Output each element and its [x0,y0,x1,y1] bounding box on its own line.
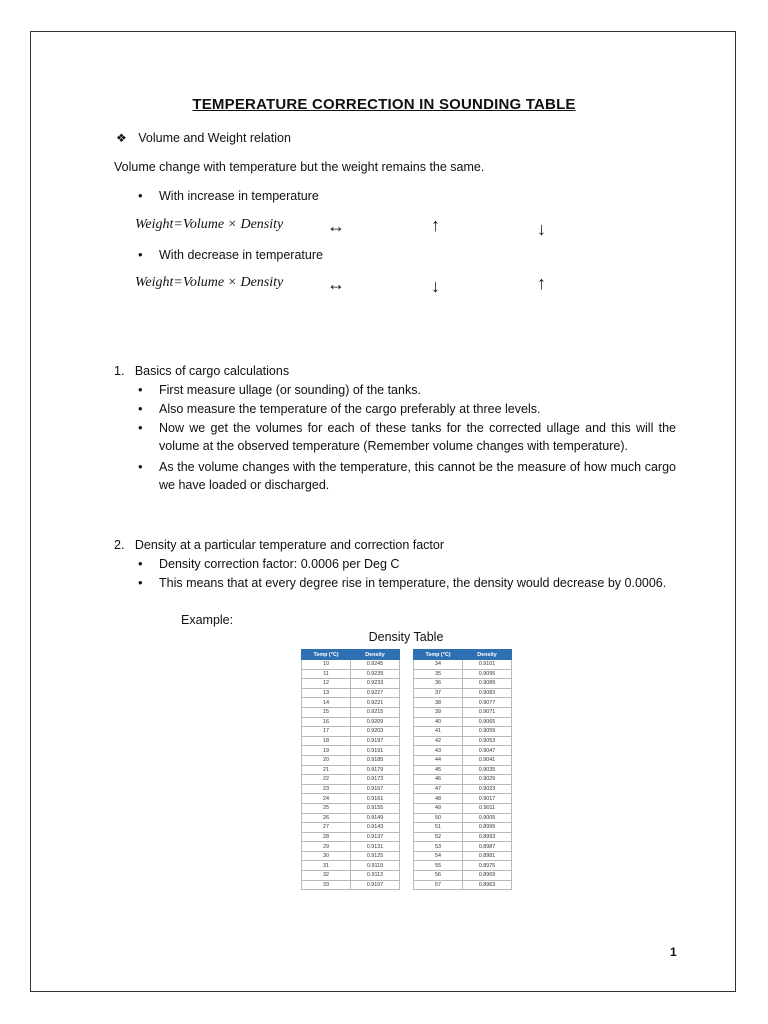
page-number: 1 [670,945,677,959]
table-row [414,717,512,727]
table-row [302,736,400,746]
table-row [414,679,512,689]
density-cell: 0.9047 [463,746,512,756]
table-row [414,746,512,756]
table-row [302,679,400,689]
temp-cell: 21 [302,765,351,775]
table-row [302,871,400,881]
table-row [302,707,400,717]
table-row [302,784,400,794]
decrease-label: • With decrease in temperature [159,246,323,264]
density-cell: 0.9137 [351,832,400,842]
density-cell: 0.9167 [351,784,400,794]
temp-cell: 10 [302,660,351,670]
section1-bullet-3: • Now we get the volumes for each of these tanks for the corrected ullage and this will the volume at the observed temperature (Remember volume changes with temperature). [159,419,676,455]
temp-cell: 46 [414,775,463,785]
density-cell: 0.9209 [351,717,400,727]
increase-label: • With increase in temperature [159,187,319,205]
table-row [414,813,512,823]
density-cell: 0.9191 [351,746,400,756]
density-cell: 0.9083 [463,688,512,698]
temp-cell: 26 [302,813,351,823]
temp-cell: 57 [414,880,463,890]
table-row [302,727,400,737]
density-cell: 0.8981 [463,851,512,861]
temp-cell: 33 [302,880,351,890]
table-row [302,823,400,833]
section2-bullet-1: • Density correction factor: 0.0006 per Deg C [159,555,676,573]
density-cell: 0.9221 [351,698,400,708]
table-row [302,660,400,670]
up-arrow-icon: ↑ [537,273,546,293]
temp-cell: 30 [302,851,351,861]
density-cell: 0.9071 [463,707,512,717]
density-cell: 0.9065 [463,717,512,727]
table-row [302,669,400,679]
double-arrow-icon: ↔ [327,216,345,236]
temp-cell: 17 [302,727,351,737]
density-cell: 0.9197 [351,736,400,746]
up-arrow-icon: ↑ [431,215,440,235]
density-cell: 0.8993 [463,832,512,842]
temp-cell: 51 [414,823,463,833]
temp-cell: 11 [302,669,351,679]
density-cell: 0.9131 [351,842,400,852]
temp-cell: 31 [302,861,351,871]
density-cell: 0.9233 [351,679,400,689]
density-cell: 0.9053 [463,736,512,746]
col-header-temp: Temp (°C) [302,650,351,660]
table-row [302,794,400,804]
section2-bullet-2: • This means that at every degree rise in temperature, the density would decrease by 0.0006. [159,574,676,592]
temp-cell: 22 [302,775,351,785]
temp-cell: 45 [414,765,463,775]
temp-cell: 29 [302,842,351,852]
table-row [414,775,512,785]
table-row [414,736,512,746]
diamond-bullet-icon: ❖ [116,131,127,145]
temp-cell: 35 [414,669,463,679]
density-cell: 0.9113 [351,871,400,881]
section1-bullet-1: • First measure ullage (or sounding) of the tanks. [159,381,676,399]
temp-cell: 24 [302,794,351,804]
table-row [414,861,512,871]
density-cell: 0.9227 [351,688,400,698]
density-cell: 0.9203 [351,727,400,737]
temp-cell: 32 [302,871,351,881]
density-cell: 0.9179 [351,765,400,775]
temp-cell: 37 [414,688,463,698]
table-row [414,727,512,737]
table-row [302,755,400,765]
density-cell: 0.9029 [463,775,512,785]
density-cell: 0.9017 [463,794,512,804]
density-cell: 0.9155 [351,803,400,813]
col-header-density: Density [463,650,512,660]
density-cell: 0.9239 [351,669,400,679]
temp-cell: 23 [302,784,351,794]
section1-bullet-2: • Also measure the temperature of the cargo preferably at three levels. [159,400,676,418]
density-cell: 0.8963 [463,880,512,890]
density-cell: 0.9077 [463,698,512,708]
table-row [302,813,400,823]
section1-bullet-4: • As the volume changes with the temperature, this cannot be the measure of how much cargo we have loaded or discharged. [159,458,676,494]
table-row [302,717,400,727]
temp-cell: 43 [414,746,463,756]
temp-cell: 48 [414,794,463,804]
table-row [414,823,512,833]
density-cell: 0.9173 [351,775,400,785]
density-cell: 0.9107 [351,880,400,890]
table-row [414,851,512,861]
density-cell: 0.8975 [463,861,512,871]
temp-cell: 19 [302,746,351,756]
temp-cell: 36 [414,679,463,689]
temp-cell: 12 [302,679,351,689]
temp-cell: 13 [302,688,351,698]
example-label: Example: [181,613,234,627]
temp-cell: 27 [302,823,351,833]
temp-cell: 50 [414,813,463,823]
temp-cell: 44 [414,755,463,765]
formula-increase: Weight=Volume × Density [135,217,284,232]
density-cell: 0.9005 [463,813,512,823]
down-arrow-icon: ↓ [537,219,546,239]
temp-cell: 25 [302,803,351,813]
temp-cell: 34 [414,660,463,670]
down-arrow-icon: ↓ [431,276,440,296]
density-cell: 0.9101 [463,660,512,670]
table-row [302,851,400,861]
density-cell: 0.9089 [463,679,512,689]
density-cell: 0.9011 [463,803,512,813]
table-row [414,660,512,670]
density-cell: 0.9185 [351,755,400,765]
temp-cell: 28 [302,832,351,842]
temp-cell: 42 [414,736,463,746]
temp-cell: 16 [302,717,351,727]
temp-cell: 56 [414,871,463,881]
temp-cell: 52 [414,832,463,842]
density-cell: 0.9125 [351,851,400,861]
table-row [414,765,512,775]
density-cell: 0.9161 [351,794,400,804]
table-title: Density Table [368,630,444,644]
table-row [302,803,400,813]
density-cell: 0.9095 [463,669,512,679]
table-row [302,746,400,756]
table-row [414,794,512,804]
density-cell: 0.9215 [351,707,400,717]
temp-cell: 40 [414,717,463,727]
heading-volume-weight [116,129,291,147]
table-row [302,861,400,871]
density-table-left [301,649,400,890]
density-cell: 0.9023 [463,784,512,794]
page-title: TEMPERATURE CORRECTION IN SOUNDING TABLE [192,96,576,113]
temp-cell: 39 [414,707,463,717]
table-row [414,784,512,794]
table-row [302,880,400,890]
table-row [414,832,512,842]
temp-cell: 53 [414,842,463,852]
density-table-right [413,649,512,890]
table-row [302,832,400,842]
density-cell: 0.9149 [351,813,400,823]
table-row [302,842,400,852]
density-cell: 0.9035 [463,765,512,775]
table-row [414,707,512,717]
double-arrow-icon: ↔ [327,274,345,294]
table-row [414,755,512,765]
section1-heading: 1. Basics of cargo calculations [114,364,290,378]
temp-cell: 49 [414,803,463,813]
table-row [414,669,512,679]
temp-cell: 20 [302,755,351,765]
heading-volume-weight-text: Volume and Weight relation [138,131,291,145]
temp-cell: 41 [414,727,463,737]
table-row [414,803,512,813]
table-row [414,688,512,698]
temp-cell: 55 [414,861,463,871]
density-cell: 0.8987 [463,842,512,852]
density-cell: 0.9245 [351,660,400,670]
formula-decrease: Weight=Volume × Density [135,275,284,290]
table-row [302,765,400,775]
temp-cell: 18 [302,736,351,746]
density-cell: 0.9143 [351,823,400,833]
density-cell: 0.9119 [351,861,400,871]
density-cell: 0.8999 [463,823,512,833]
table-row [302,698,400,708]
table-row [414,871,512,881]
temp-cell: 14 [302,698,351,708]
table-row [414,698,512,708]
density-cell: 0.9041 [463,755,512,765]
temp-cell: 47 [414,784,463,794]
table-row [302,775,400,785]
table-row [302,688,400,698]
table-row [414,880,512,890]
section2-heading: 2. Density at a particular temperature and correction factor [114,538,445,552]
temp-cell: 38 [414,698,463,708]
density-cell: 0.8969 [463,871,512,881]
density-cell: 0.9059 [463,727,512,737]
intro-line: Volume change with temperature but the weight remains the same. [114,160,485,174]
table-row [414,842,512,852]
col-header-temp: Temp (°C) [414,650,463,660]
col-header-density: Density [351,650,400,660]
temp-cell: 54 [414,851,463,861]
temp-cell: 15 [302,707,351,717]
